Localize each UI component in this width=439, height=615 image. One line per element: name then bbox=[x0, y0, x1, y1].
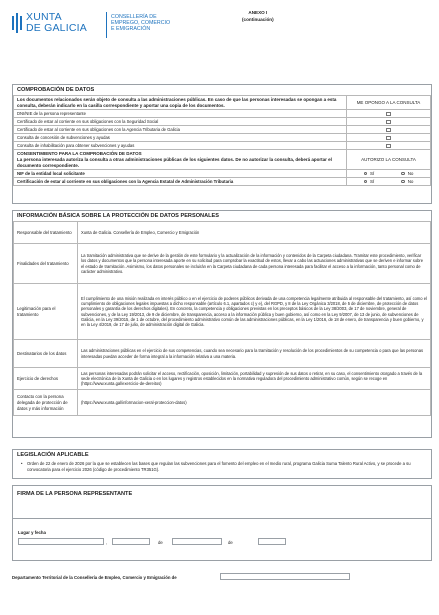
data-check-table bbox=[13, 95, 431, 186]
dept-line-3: E EMIGRACIÓN bbox=[111, 26, 151, 33]
yes-label: SÍ bbox=[369, 178, 375, 184]
place-date-label: Lugar y fecha bbox=[18, 530, 46, 535]
department-label: Departamento Territorial de la Consellería de Empleo, Comercio y Emigración de bbox=[12, 575, 177, 580]
yes-label: SÍ bbox=[369, 170, 375, 176]
legislation-section bbox=[12, 449, 432, 479]
table-row bbox=[14, 118, 431, 126]
doc-label: Consulta de inhabilitación para obtener subvenciones y ayudas bbox=[14, 142, 347, 150]
xunta-logo bbox=[12, 6, 108, 40]
table-row bbox=[14, 170, 431, 178]
privacy-label: Ejercicio de derechos bbox=[14, 368, 78, 390]
table-row bbox=[14, 126, 431, 134]
doc-label: Certificado de estar al corriente en sus obligaciones con la Agencia Tributaria de Galicia bbox=[14, 126, 347, 134]
no-label: No bbox=[407, 170, 414, 176]
privacy-value: Xunta de Galicia. Consellería de Empleo, Comercio y Emigración bbox=[78, 222, 431, 244]
year-field[interactable] bbox=[258, 538, 286, 545]
consent-doc-label: Certificación de estar al corriente en sus obligaciones con la Agencia Estatal de Administración Tributaria bbox=[14, 178, 347, 186]
privacy-section bbox=[12, 210, 432, 438]
department-field[interactable] bbox=[220, 573, 350, 580]
privacy-value: Las administraciones públicas en el ejercicio de sus competencias, cuando sea necesario para la tramitación y resolución de los procedimientos de su competencia o para que las personas interesadas puedan acceder de forma integral a la información relativa a una materia. bbox=[78, 340, 431, 368]
authorize-yes-radio-1[interactable] bbox=[364, 172, 367, 175]
doc-label: Consulta de concesión de subvenciones y ayudas bbox=[14, 134, 347, 142]
no-label: No bbox=[407, 178, 414, 184]
data-check-intro: Los documentos relacionados serán objeto de consulta a las administraciones públicas. En caso de que las personas interesadas se opongan a esta consulta, deberán indicarlo en la casilla correspondiente y aportar una copia de los documentos. bbox=[14, 96, 347, 110]
day-field[interactable] bbox=[112, 538, 150, 545]
month-field[interactable] bbox=[172, 538, 222, 545]
oppose-checkbox-5[interactable] bbox=[386, 144, 391, 148]
list-item: • Orden de 22 de enero de 2026 por la que se establecen las bases que regulan las subvenciones para el fomento del empleo en el medio rural, programa Galicia Suma Talento Rural Activo, y se procede a su convocatoria para el ejercicio 2026 (código de procedimiento TR351G). bbox=[27, 461, 427, 472]
oppose-checkbox-4[interactable] bbox=[386, 136, 391, 140]
consent-title: CONSENTIMIENTO PARA LA COMPROBACIÓN DE DATOS bbox=[17, 150, 142, 156]
annex-subtitle: (continuación) bbox=[242, 16, 274, 22]
privacy-label: Responsable del tratamiento bbox=[14, 222, 78, 244]
xunta-logo-mark-icon bbox=[12, 13, 22, 33]
consent-text: La persona interesada autoriza la consulta a otras administraciones públicas de los siguientes datos. De no autorizar la consulta, deberá aportar el documento correspondiente. bbox=[17, 156, 332, 168]
privacy-value: Las personas interesadas podrán solicitar el acceso, rectificación, oposición, limitación, portabilidad y supresión de sus datos o retirar, en su caso, el consentimiento otorgado a través de la sede electrónica de la Xunta de Galicia o en los lugares y registros establecidos en la normativa reguladora del procedimiento administrativo común, según se recoge en (https://www.xunta.gal/exercicio-de-dereitos) bbox=[78, 368, 431, 390]
authorize-no-radio-2[interactable] bbox=[401, 180, 404, 183]
privacy-label: Contacto con la persona delegada de protección de datos y más información bbox=[14, 390, 78, 416]
comma-separator: , bbox=[106, 540, 108, 545]
signature-section bbox=[12, 485, 432, 519]
table-row bbox=[14, 178, 431, 186]
annex-title-block bbox=[242, 10, 274, 23]
dept-line-1: CONSELLERÍA DE bbox=[111, 14, 157, 20]
department-name bbox=[111, 14, 170, 32]
doc-label: Certificado de estar al corriente en sus obligaciones con la Seguridad Social bbox=[14, 118, 347, 126]
logo-line-1: XUNTA bbox=[26, 10, 62, 23]
dept-line-2: EMPREGO, COMERCIO bbox=[111, 20, 171, 27]
authorize-yes-radio-2[interactable] bbox=[364, 180, 367, 183]
signature-title: FIRMA DE LA PERSONA REPRESENTANTE bbox=[17, 491, 133, 497]
table-row bbox=[14, 222, 431, 244]
privacy-value: La tramitación administrativa que se derive de la gestión de este formulario y la actualización de la información y contenidos de la Carpeta ciudadana. Tramitar este procedimiento, verificar los datos y documentos que la persona interesada aporte en su solicitud para comprobar la exactitud de estos, llevar a cabo las actuaciones administrativas que se deriven e informar sobre el estado de tramitación. Asimismo, los datos personales se incluirán en la Carpeta ciudadana de cada persona interesada para facilitar el acceso a la información, tanto personal como de carácter administrativo. bbox=[78, 244, 431, 284]
table-row bbox=[14, 244, 431, 284]
legislation-list bbox=[13, 460, 431, 475]
annex-title: ANEXO I bbox=[248, 10, 268, 15]
of-label-2: de bbox=[228, 540, 233, 545]
privacy-label: Finalidades del tratamiento bbox=[14, 244, 78, 284]
privacy-label: Destinatarios de los datos bbox=[14, 340, 78, 368]
oppose-checkbox-2[interactable] bbox=[386, 120, 391, 124]
oppose-checkbox-1[interactable] bbox=[386, 112, 391, 116]
table-row bbox=[14, 340, 431, 368]
oppose-header: ME OPONGO A LA CONSULTA bbox=[347, 96, 431, 110]
page-header bbox=[12, 6, 432, 42]
privacy-value: El cumplimiento de una misión realizada en interés público o en el ejercicio de poderes públicos derivada de una competencia legalmente atribuida al responsable del tratamiento, así como el cumplimiento de obligaciones legales impuestas a dicho responsable (artículo 6.1, apartados c) y e), del RGPD, y 8 de la Ley Orgánica 3/2018, de 5 de diciembre, de protección de datos personales y garantía de los derechos digitales). En concreto, la competencia y obligaciones previstas en los preceptos básicos de la Ley 38/2003, de 17 de noviembre, general de subvenciones, y de la Ley 19/2013, de 9 de diciembre, de transparencia, acceso a la información pública y buen gobierno, así como en la Ley 9/2007, de 13 de junio, de subvenciones de Galicia, en la Ley 39/2015, de 1 de octubre, del procedimiento administrativo común de las administraciones públicas, en la Ley 1/2016, de 18 de enero, de transparencia y buen gobierno, y en la Ley 4/2019, de 17 de julio, de administración digital de Galicia. bbox=[78, 284, 431, 340]
oppose-checkbox-3[interactable] bbox=[386, 128, 391, 132]
consent-doc-label: NIF de la entidad local solicitante bbox=[14, 170, 347, 178]
privacy-label: Legitimación para el tratamiento bbox=[14, 284, 78, 340]
authorize-header: AUTORIZO LA CONSULTA bbox=[347, 150, 431, 170]
table-row bbox=[14, 134, 431, 142]
table-row bbox=[14, 142, 431, 150]
data-check-title: COMPROBACIÓN DE DATOS bbox=[17, 87, 95, 93]
authorize-no-radio-1[interactable] bbox=[401, 172, 404, 175]
table-row bbox=[14, 110, 431, 118]
table-row bbox=[14, 368, 431, 390]
of-label-1: de bbox=[158, 540, 163, 545]
table-row bbox=[14, 390, 431, 416]
table-row bbox=[14, 284, 431, 340]
legislation-title: LEGISLACIÓN APLICABLE bbox=[17, 452, 89, 458]
doc-label: DNI/NIE de la persona representante bbox=[14, 110, 347, 118]
logo-line-2: DE GALICIA bbox=[26, 22, 87, 34]
privacy-value: (https://www.xunta.gal/informacion-xeral-proteccion-datos) bbox=[78, 390, 431, 416]
data-check-section bbox=[12, 84, 432, 204]
place-field[interactable] bbox=[18, 538, 104, 545]
header-divider bbox=[106, 12, 107, 38]
privacy-title: INFORMACIÓN BÁSICA SOBRE LA PROTECCIÓN DE DATOS PERSONALES bbox=[17, 213, 220, 219]
privacy-table bbox=[13, 221, 431, 416]
